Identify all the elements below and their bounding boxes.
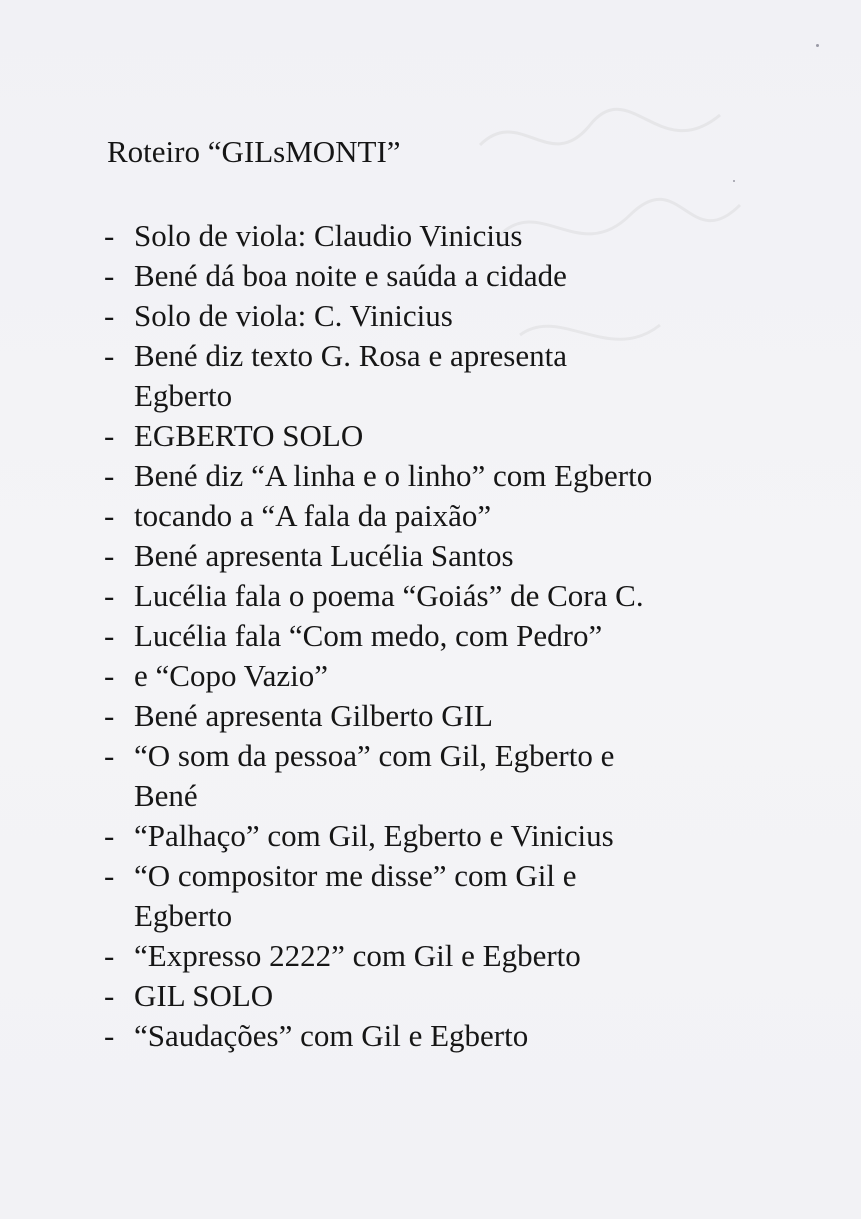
list-item-text: “Palhaço” com Gil, Egberto e Vinicius: [134, 818, 614, 853]
list-item-text: “O som da pessoa” com Gil, Egberto e Bené: [134, 738, 615, 813]
list-dash: -: [104, 218, 115, 253]
list-dash: -: [104, 298, 115, 333]
list-item: [104, 336, 652, 416]
paper-speck: [733, 180, 735, 182]
list-item: [104, 736, 652, 816]
list-dash: -: [104, 338, 115, 373]
list-dash: -: [104, 1018, 115, 1053]
list-dash: -: [104, 258, 115, 293]
list-item-text: Bené apresenta Gilberto GIL: [134, 698, 493, 733]
list-item: [104, 256, 652, 296]
list-item-text: e “Copo Vazio”: [134, 658, 328, 693]
list-item-text: “Expresso 2222” com Gil e Egberto: [134, 938, 581, 973]
list-item-text: Lucélia fala o poema “Goiás” de Cora C.: [134, 578, 644, 613]
program-list: [104, 216, 652, 1056]
list-dash: -: [104, 418, 115, 453]
list-dash: -: [104, 498, 115, 533]
list-item-text: Solo de viola: C. Vinicius: [134, 298, 453, 333]
list-item-text: GIL SOLO: [134, 978, 274, 1013]
list-dash: -: [104, 698, 115, 733]
list-item-text: EGBERTO SOLO: [134, 418, 364, 453]
list-item: [104, 1016, 652, 1056]
list-dash: -: [104, 578, 115, 613]
list-dash: -: [104, 618, 115, 653]
list-item-text: Bené diz texto G. Rosa e apresenta Egberto: [134, 338, 567, 413]
list-item: [104, 536, 652, 576]
list-item-text: Bené diz “A linha e o linho” com Egberto: [134, 458, 653, 493]
list-dash: -: [104, 938, 115, 973]
list-item-text: Bené apresenta Lucélia Santos: [134, 538, 514, 573]
list-item: [104, 456, 652, 496]
list-dash: -: [104, 738, 115, 773]
list-item: [104, 656, 652, 696]
list-dash: -: [104, 658, 115, 693]
list-item-text: Bené dá boa noite e saúda a cidade: [134, 258, 567, 293]
list-item-text: Lucélia fala “Com medo, com Pedro”: [134, 618, 603, 653]
list-item: [104, 216, 652, 256]
list-item: [104, 856, 652, 936]
list-dash: -: [104, 458, 115, 493]
list-item: [104, 816, 652, 856]
list-item: [104, 976, 652, 1016]
list-item: [104, 576, 652, 616]
paper-speck: [816, 44, 819, 47]
list-dash: -: [104, 978, 115, 1013]
list-item: [104, 496, 652, 536]
list-item: [104, 416, 652, 456]
list-dash: -: [104, 818, 115, 853]
list-item: [104, 296, 652, 336]
list-item: [104, 696, 652, 736]
list-item-text: tocando a “A fala da paixão”: [134, 498, 492, 533]
list-dash: -: [104, 538, 115, 573]
list-dash: -: [104, 858, 115, 893]
list-item-text: “Saudações” com Gil e Egberto: [134, 1018, 529, 1053]
list-item: [104, 616, 652, 656]
document-title: Roteiro “GILsMONTI”: [107, 134, 401, 169]
list-item-text: “O compositor me disse” com Gil e Egberto: [134, 858, 577, 933]
list-item: [104, 936, 652, 976]
list-item-text: Solo de viola: Claudio Vinicius: [134, 218, 523, 253]
